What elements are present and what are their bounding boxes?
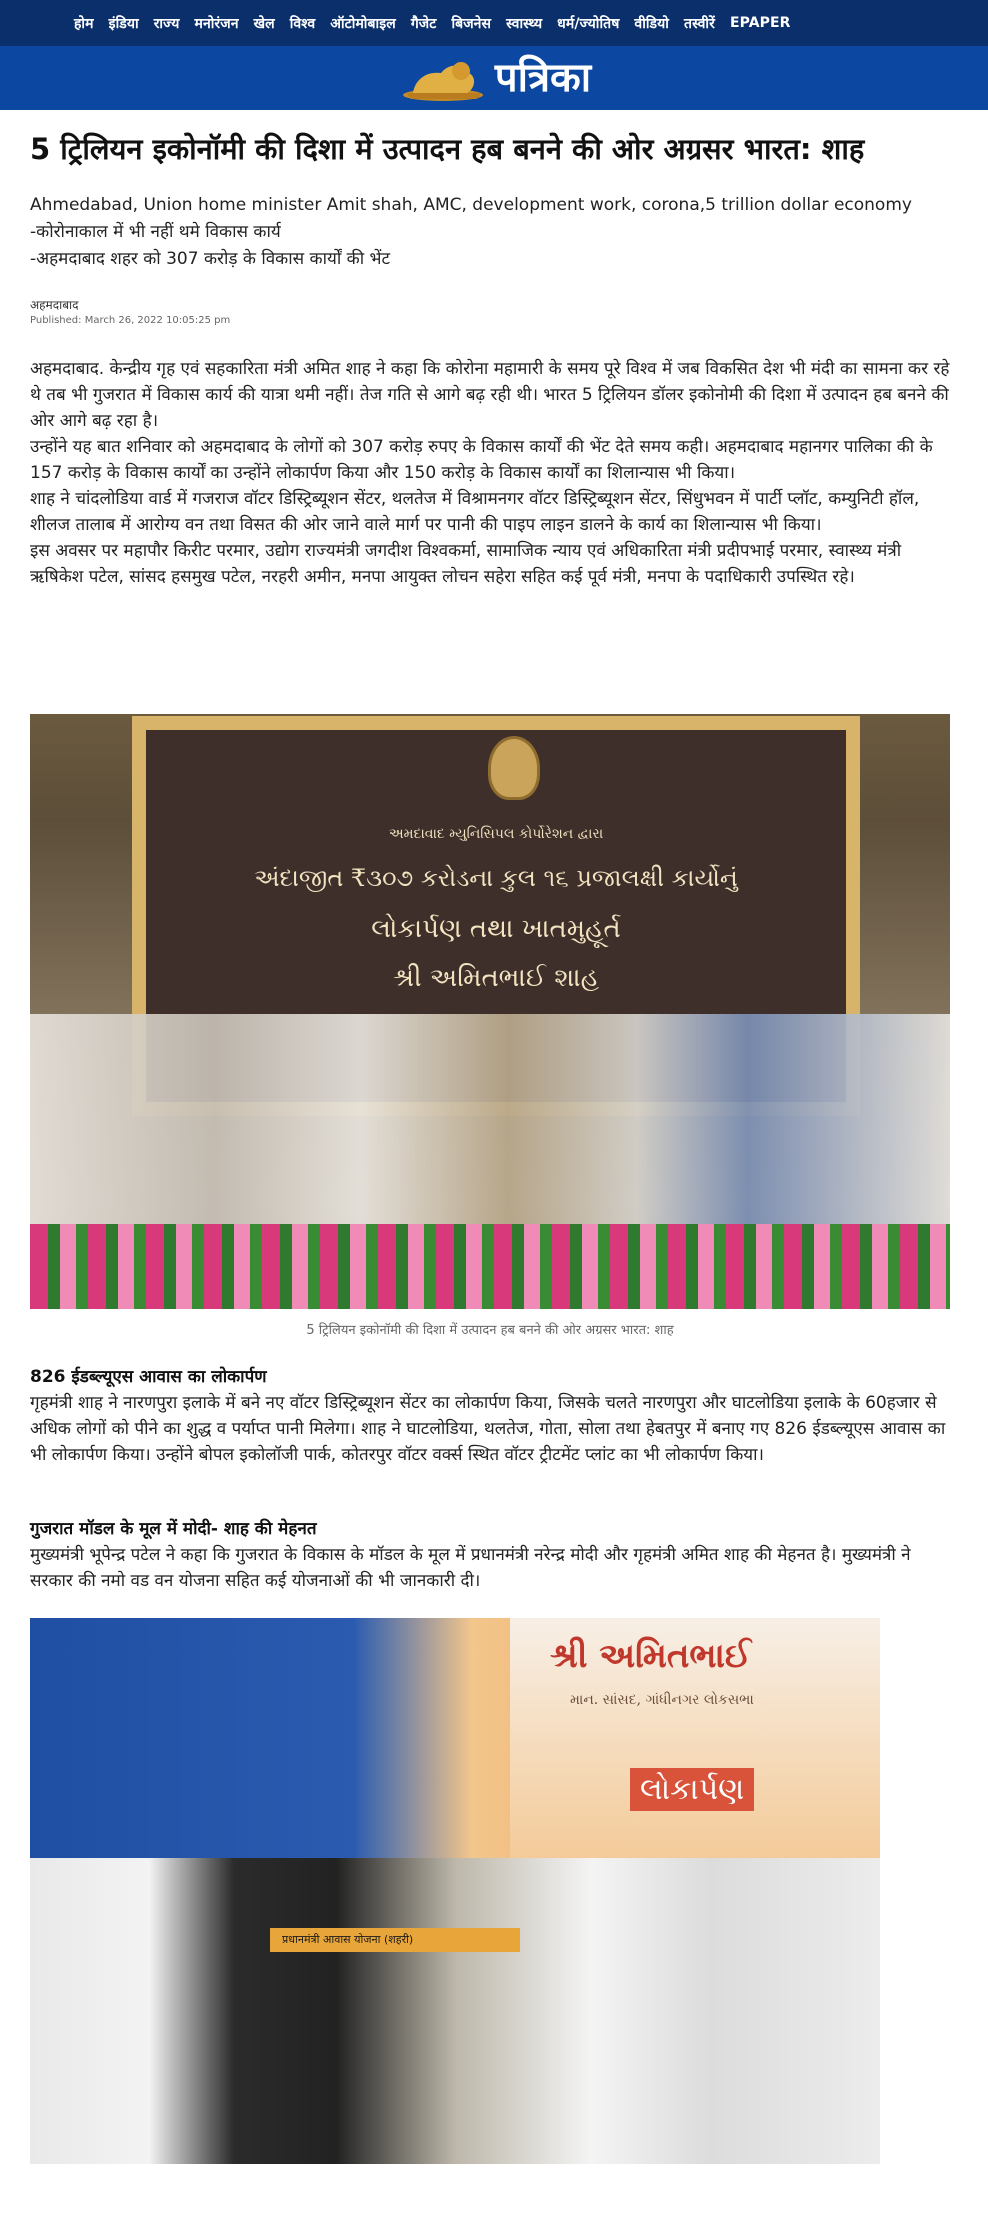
nav-item-photos[interactable]: तस्वीरें — [684, 15, 715, 32]
article-summary — [30, 192, 950, 273]
body-paragraph-3: शाह ने चांदलोडिया वार्ड में गजराज वॉटर डिस्ट्रिब्यूशन सेंटर, थलतेज में विश्रामनगर वॉटर डिस्ट्रिब्यूशन सेंटर, सिंधुभवन में पार्टी प्लॉट, कम्युनिटी हॉल, शीलज तालाब में आरोग्य वन तथा विसत की ओर जाने वाले मार्ग पर पानी की पाइप लाइन डालने के कार्य का शिलान्यास भी किया। — [30, 489, 920, 535]
municipal-seal-icon — [488, 736, 540, 800]
article-highlight-1: -कोरोनाकाल में भी नहीं थमे विकास कार्य — [30, 222, 281, 242]
nav-item-video[interactable]: वीडियो — [634, 15, 669, 32]
nav-item-gadget[interactable]: गैजेट — [410, 15, 437, 32]
section-heading-ews: 826 ईडब्ल्यूएस आवास का लोकार्पण — [30, 1367, 267, 1387]
body-paragraph-1: अहमदाबाद. केन्द्रीय गृह एवं सहकारिता मंत्री अमित शाह ने कहा कि कोरोना महामारी के समय पूरे विश्व में जब विकसित देश भी मंदी का सामना कर रहे थे तब भी गुजरात में विकास कार्य की यात्रा थमी नहीं। तेज गति से आगे बढ़ रही थी। भारत 5 ट्रिलियन डॉलर इकोनोमी की दिशा में उत्पादन हब बनने की ओर आगे बढ़ रहा है। — [30, 359, 950, 431]
photo-caption: 5 ट्रिलियन इकोनॉमी की दिशा में उत्पादन हब बनने की ओर अग्रसर भारत: शाह — [306, 1323, 674, 1338]
article-body — [30, 356, 950, 590]
body-paragraph-2: उन्होंने यह बात शनिवार को अहमदाबाद के लोगों को 307 करोड़ रुपए के विकास कार्यों की भेंट देते समय कही। अहमदाबाद महानगर पालिका की के 157 करोड़ के विकास कार्यों का उन्होंने लोकार्पण किया और 150 करोड़ के विकास कार्यों का शिलान्यास भी किया। — [30, 437, 933, 483]
section-gujarat-model — [30, 1516, 950, 1594]
nav-item-epaper[interactable]: EPAPER — [729, 15, 791, 31]
section-heading-gujarat-model: गुजरात मॉडल के मूल में मोदी- शाह की मेहनत — [30, 1519, 317, 1539]
article-tags-line: Ahmedabad, Union home minister Amit shah, AMC, development work, corona,5 trillion dollar economy — [30, 195, 912, 215]
body-paragraph-4: इस अवसर पर महापौर किरीट परमार, उद्योग राज्यमंत्री जगदीश विश्वकर्मा, सामाजिक न्याय एवं अधिकारिता मंत्री प्रदीपभाई परमार, स्वास्थ्य मंत्री ऋषिकेश पटेल, सांसद हसमुख पटेल, नरहरी अमीन, मनपा आयुक्त लोचन सहेरा सहित कई पूर्व मंत्री, मनपा के पदाधिकारी उपस्थित रहे। — [30, 541, 902, 587]
banner-subtitle: માન. સાંસદ, ગાંધીનગર લોકસભા — [570, 1692, 754, 1708]
article — [30, 110, 950, 590]
board-line-2: અંદાજીત ₹૩૦૭ કરોડના કુલ ૧૬ પ્રજાલક્ષી કાર્યોનું — [254, 864, 738, 892]
section-ews-housing — [30, 1364, 950, 1468]
flower-decoration — [30, 1224, 950, 1309]
board-line-1: અમદાવાદ મ્યુનિસિપલ કોર્પોરેશન દ્વારા — [388, 826, 604, 842]
banner-name: શ્રી અમિતભાઈ — [550, 1636, 752, 1676]
section-text-ews: गृहमंत्री शाह ने नारणपुरा इलाके में बने नए वॉटर डिस्ट्रिब्यूशन सेंटर का लोकार्पण किया, जिसके चलते नारणपुरा और घाटलोडिया इलाके के 60हजार से अधिक लोगों को पीने का शुद्ध व पर्याप्त पानी मिलेगा। शाह ने घाटलोडिया, थलतेज, गोता, सोला तथा हेबतपुर में बनाए गए 826 ईडब्ल्यूएस आवास का भी लोकार्पण किया। उन्होंने बोपल इकोलॉजी पार्क, कोतरपुर वॉटर वर्क्स स्थित वॉटर ट्रीटमेंट प्लांट का भी लोकार्पण किया। — [30, 1393, 946, 1465]
top-navigation — [0, 0, 988, 46]
brand-bar — [0, 46, 988, 110]
dateline-city: अहमदाबाद — [30, 298, 79, 312]
nav-item-religion[interactable]: धर्म/ज्योतिष — [557, 15, 620, 32]
article-highlight-2: -अहमदाबाद शहर को 307 करोड़ के विकास कार्यों की भेंट — [30, 249, 391, 269]
article-photo-key-handover — [30, 1618, 880, 2164]
section-text-gujarat-model: मुख्यमंत्री भूपेन्द्र पटेल ने कहा कि गुजरात के विकास के मॉडल के मूल में प्रधानमंत्री नरेन्द्र मोदी और गृहमंत्री अमित शाह की मेहनत है। मुख्यमंत्री ने सरकार की नमो वड वन योजना सहित कई योजनाओं की भी जानकारी दी। — [30, 1545, 911, 1591]
article-photo-event-stage — [30, 714, 950, 1309]
dignitaries-group-2 — [30, 1858, 880, 2164]
article-meta — [30, 297, 950, 328]
nav-item-entertainment[interactable]: मनोरंजन — [194, 15, 239, 32]
nav-item-business[interactable]: बिजनेस — [451, 15, 492, 32]
board-line-3: લોકાર્પણ તથા ખાતમુહૂર્ત — [371, 914, 621, 944]
lion-emblem-icon — [397, 53, 489, 103]
nav-item-india[interactable]: इंडिया — [108, 15, 139, 32]
nav-item-health[interactable]: स्वास्थ्य — [506, 15, 543, 32]
board-line-4: શ્રી અમિતભાઈ શાહ — [392, 963, 600, 993]
nav-item-sports[interactable]: खेल — [253, 15, 275, 32]
event-banner — [510, 1618, 880, 1868]
nav-item-automobile[interactable]: ऑटोमोबाइल — [330, 15, 396, 32]
published-date: Published: March 26, 2022 10:05:25 pm — [30, 315, 231, 326]
logo-wordmark: पत्रिका — [494, 55, 592, 101]
nav-item-state[interactable]: राज्य — [153, 15, 180, 32]
banner-event: લોકાર્પણ — [630, 1768, 754, 1811]
article-headline: 5 ट्रिलियन इकोनॉमी की दिशा में उत्पादन हब बनने की ओर अग्रसर भारत: शाह — [30, 132, 865, 166]
nav-item-world[interactable]: विश्व — [289, 15, 316, 32]
site-logo[interactable] — [397, 53, 591, 103]
dignitaries-group — [30, 1014, 950, 1244]
ceremonial-key: प्रधानमंत्री आवास योजना (शहरी) — [270, 1928, 520, 1952]
nav-item-home[interactable]: होम — [74, 15, 94, 32]
